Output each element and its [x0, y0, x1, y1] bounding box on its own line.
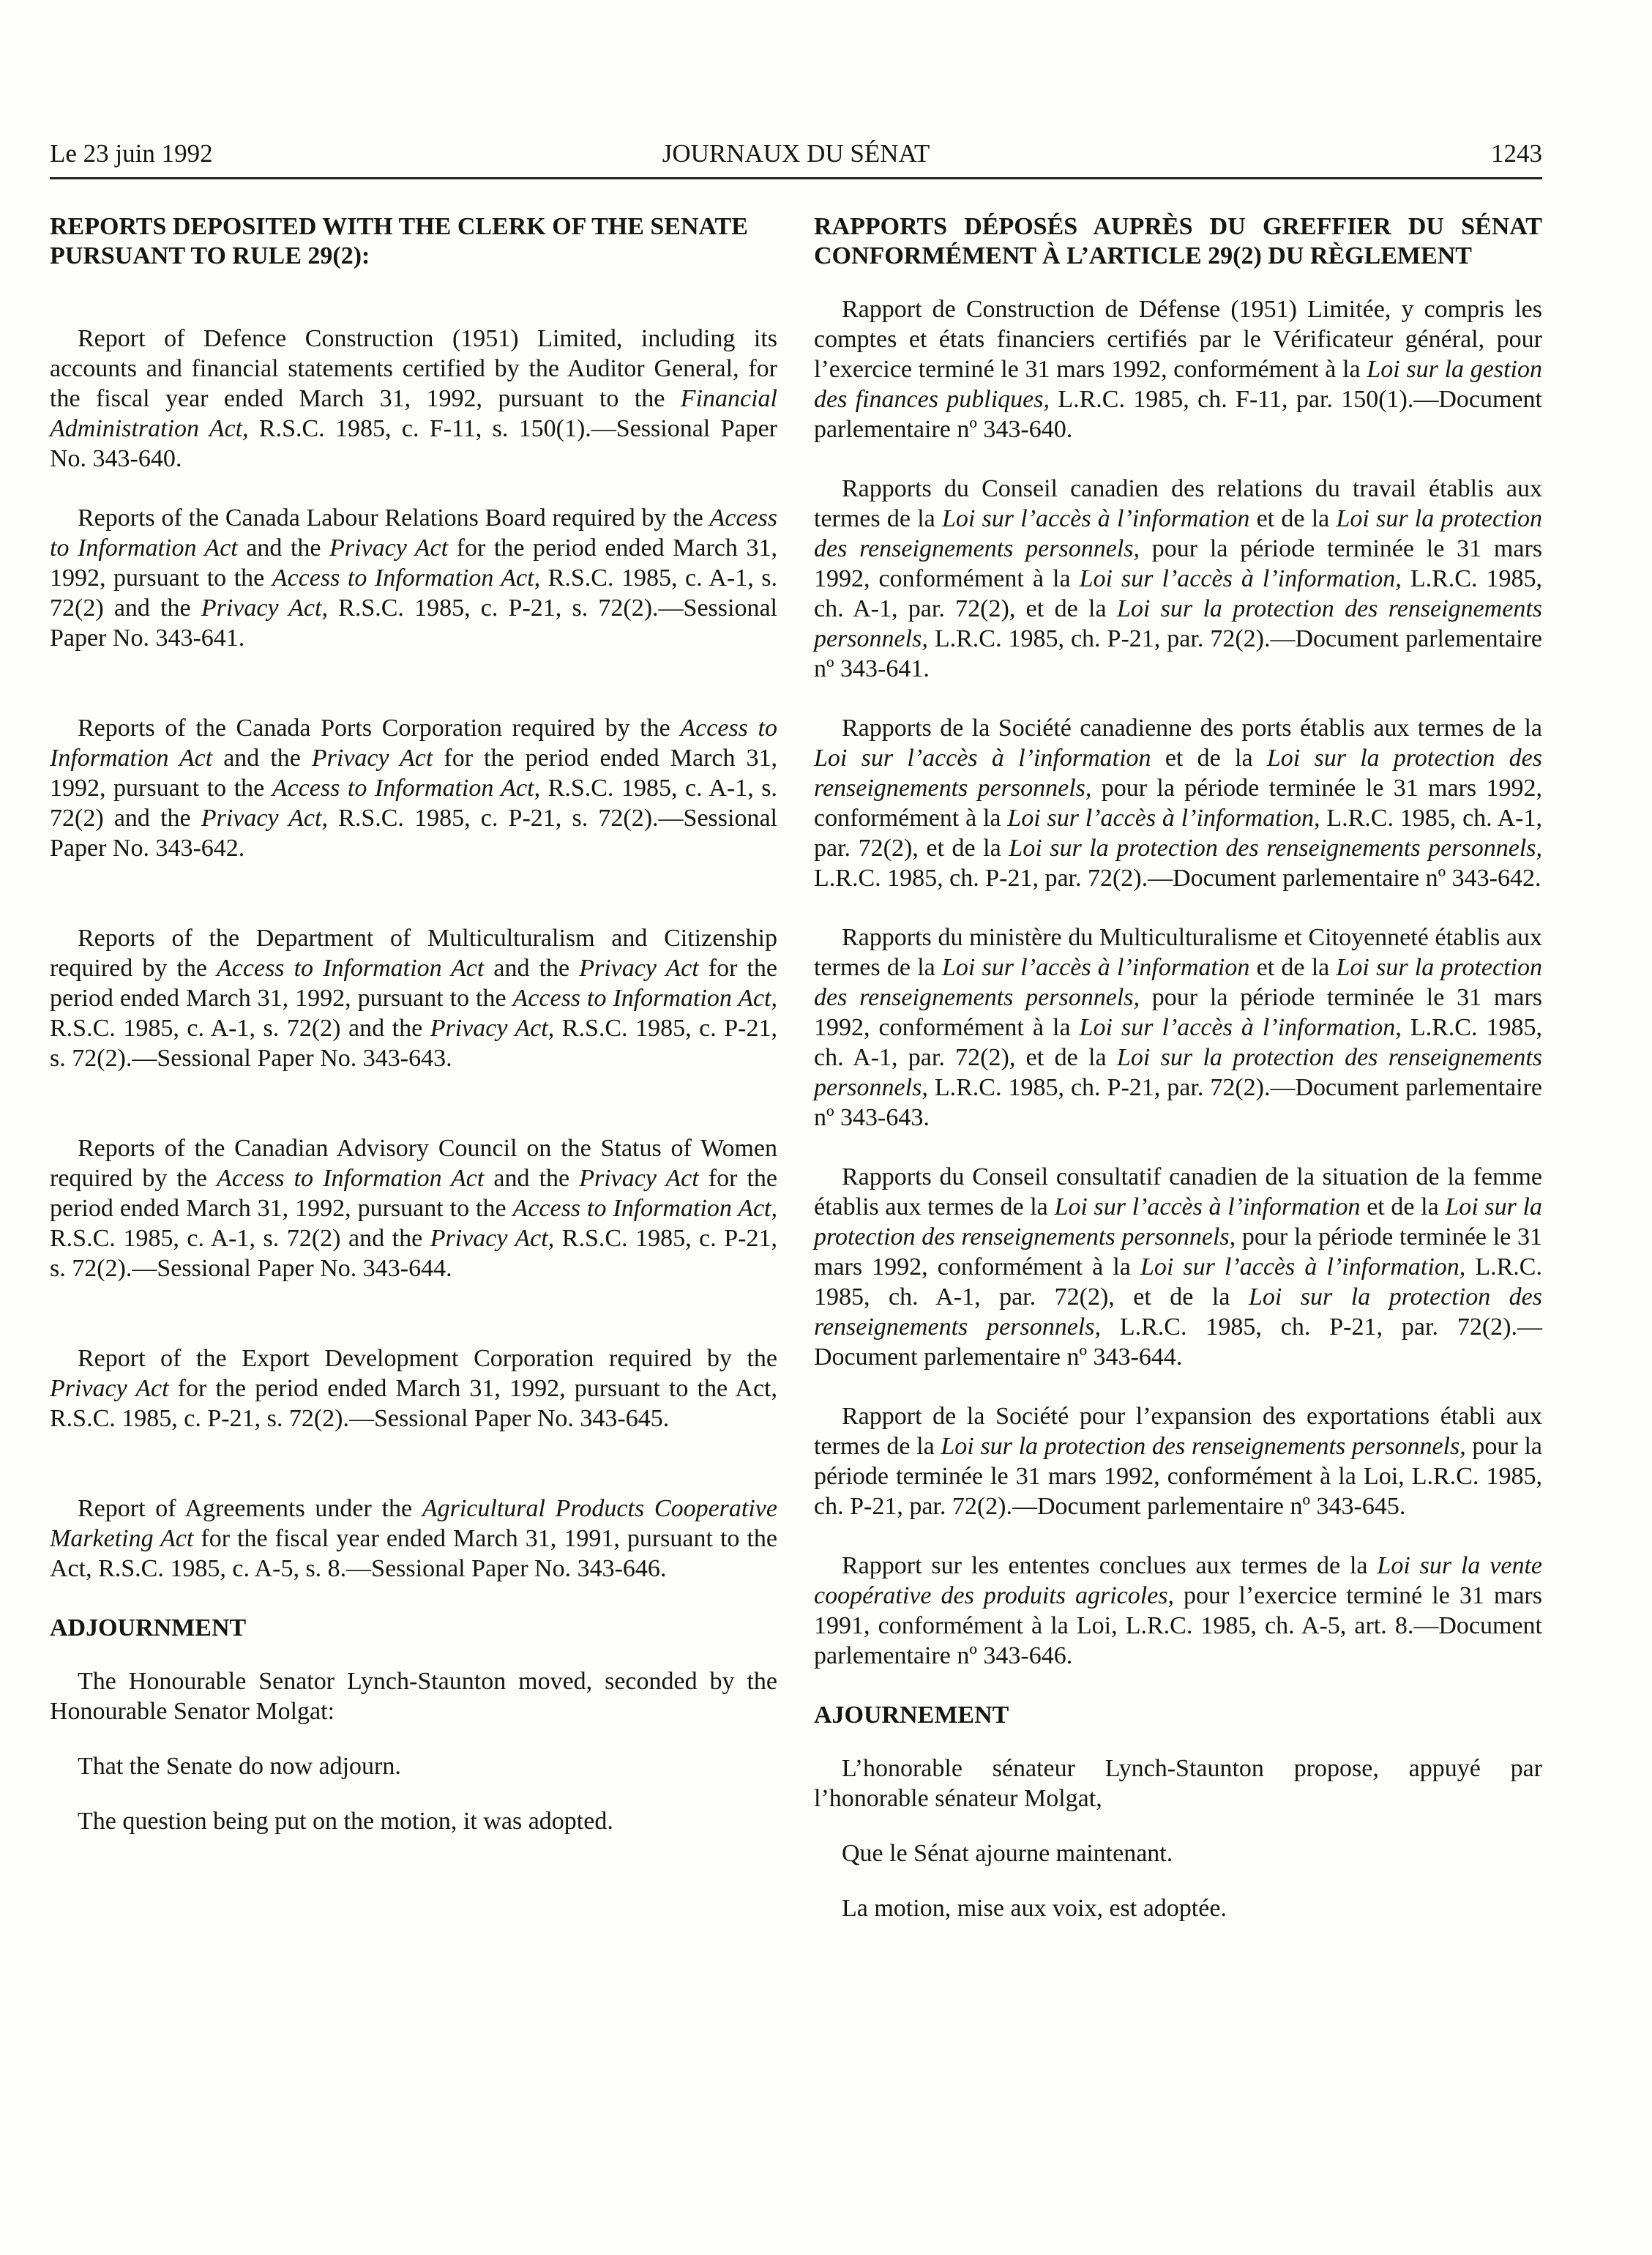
paragraph-text: Rapport de Construction de Défense (1951) Limitée, y compris les comptes et états financiers certifiés par le Vérificateur général, pour l’exercice terminé le 31 mars 1992, conformément à la — [814, 296, 1542, 383]
statute-title: Privacy Act, — [430, 1015, 555, 1042]
french-adjournment-heading: AJOURNEMENT — [814, 1702, 1009, 1729]
statute-title: Privacy Act, — [201, 594, 328, 622]
statute-title: Loi sur la protection des renseignements personnels, — [814, 595, 1543, 652]
statute-title: Loi sur la gestion des finances publiques, — [814, 356, 1542, 413]
statute-title: Privacy Act — [579, 955, 699, 982]
french-column — [814, 212, 1542, 1923]
header-journal-title: JOURNAUX DU SÉNAT — [662, 139, 930, 168]
french-paragraph — [814, 713, 1542, 893]
statute-title: Loi sur la protection des renseignements personnels, — [814, 1044, 1543, 1101]
paragraph-text: for the period ended March 31, 1992, pursuant to the Act, R.S.C. 1985, c. P-21, s. 72(2).—Sessional Paper No. 343-645. — [50, 1375, 777, 1432]
paragraph-text: for the period ended March 31, 1992, pursuant to the — [50, 534, 777, 592]
paragraph-text: L.R.C. 1985, ch. A-1, par. 72(2), et de la — [814, 1014, 1542, 1071]
french-adjournment-motion: L’honorable sénateur Lynch-Staunton propose, appuyé par l’honorable sénateur Molgat, — [814, 1755, 1542, 1812]
paragraph-text: R.S.C. 1985, c. A-1, s. 72(2) and the — [50, 775, 778, 832]
english-paragraph — [50, 1494, 777, 1584]
english-paragraph — [50, 324, 777, 474]
french-paragraph — [814, 922, 1542, 1133]
paragraph-text: Reports of the Department of Multiculturalism and Citizenship required by the — [50, 925, 777, 982]
statute-title: Access to Information Act, — [512, 985, 777, 1012]
paragraph-text: for the period ended March 31, 1992, pursuant to the — [50, 1165, 777, 1222]
statute-title: Loi sur la protection des renseignements personnels, — [814, 505, 1542, 562]
statute-title: Loi sur la protection des renseignements personnels, — [814, 1283, 1543, 1341]
paragraph-text: R.S.C. 1985, c. P-21, s. 72(2).—Sessional Paper No. 343-641. — [50, 594, 777, 652]
english-adjournment-heading: ADJOURNMENT — [50, 1614, 247, 1641]
paragraph-text: Report of Agreements under the — [78, 1495, 422, 1522]
paragraph-text: Rapports du ministère du Multiculturalisme et Citoyenneté établis aux termes de la — [814, 924, 1542, 981]
statute-title: Loi sur l’accès à l’information — [814, 745, 1151, 772]
english-section-title: REPORTS DEPOSITED WITH THE CLERK OF THE SENATE PURSUANT TO RULE 29(2): — [50, 213, 748, 269]
statute-title: Loi sur la vente coopérative des produits agricoles, — [814, 1552, 1543, 1609]
paragraph-text: Reports of the Canada Labour Relations Board required by the — [78, 504, 710, 532]
paragraph-text: Report of Defence Construction (1951) Limited, including its accounts and financial statements certified by the Auditor General, for the fiscal year ended March 31, 1992, pursuant to the — [50, 325, 777, 412]
paragraph-text: L.R.C. 1985, ch. P-21, par. 72(2).—Document parlementaire nº 343-644. — [814, 1313, 1542, 1371]
paragraph-text: L.R.C. 1985, ch. A-1, par. 72(2), et de la — [814, 565, 1542, 622]
statute-title: Privacy Act, — [430, 1225, 555, 1252]
paragraph-text: for the fiscal year ended March 31, 1991, pursuant to the Act, R.S.C. 1985, c. A-5, s. 8.—Sessional Paper No. 343-646. — [50, 1525, 777, 1582]
statute-title: Loi sur la protection des renseignements personnels, — [814, 745, 1543, 802]
paragraph-text: L.R.C. 1985, ch. P-21, par. 72(2).—Document parlementaire nº 343-641. — [814, 625, 1542, 682]
statute-title: Agricultural Products Cooperative Marketing Act — [50, 1495, 777, 1552]
paragraph-text: Report of the Export Development Corporation required by the — [78, 1345, 777, 1372]
paragraph-text: et de la — [1360, 1193, 1446, 1220]
paragraph-text: Reports of the Canadian Advisory Council on the Status of Women required by the — [50, 1135, 777, 1192]
french-section-title: RAPPORTS DÉPOSÉS AUPRÈS DU GREFFIER DU SÉNAT CONFORMÉMENT À L’ARTICLE 29(2) DU RÈGLEMENT — [814, 213, 1542, 269]
statute-title: Privacy Act — [579, 1165, 699, 1192]
statute-title: Loi sur la protection des renseignements personnels, — [814, 954, 1542, 1011]
paragraph-text: L.R.C. 1985, ch. P-21, par. 72(2).—Document parlementaire nº 343-643. — [814, 1074, 1542, 1131]
paragraph-text: R.S.C. 1985, c. F-11, s. 150(1).—Sessional Paper No. 343-640. — [50, 415, 778, 472]
paragraph-text: R.S.C. 1985, c. A-1, s. 72(2) and the — [50, 1015, 430, 1042]
statute-title: Access to Information Act — [217, 1165, 485, 1192]
paragraph-text: L.R.C. 1985, ch. A-1, par. 72(2), et de la — [814, 1253, 1542, 1311]
running-header — [50, 139, 1542, 177]
statute-title: Access to Information Act — [217, 955, 485, 982]
statute-title: Privacy Act — [311, 745, 433, 772]
statute-title: Privacy Act, — [201, 805, 328, 832]
english-adjournment-result: The question being put on the motion, it was adopted. — [78, 1808, 613, 1835]
statute-title: Access to Information Act, — [512, 1195, 777, 1222]
paragraph-text: and the — [212, 745, 312, 772]
french-adjournment-that: Que le Sénat ajourne maintenant. — [842, 1840, 1173, 1867]
header-date: Le 23 juin 1992 — [50, 139, 213, 168]
english-paragraph — [50, 503, 777, 653]
english-column — [50, 212, 777, 1836]
statute-title: Access to Information Act, — [272, 564, 541, 592]
paragraph-text: Rapports du Conseil consultatif canadien de la situation de la femme établis aux termes de la — [814, 1163, 1542, 1220]
paragraph-text: Reports of the Canada Ports Corporation required by the — [78, 715, 681, 742]
paragraph-text: Rapports de la Société canadienne des ports établis aux termes de la — [842, 715, 1542, 742]
paragraph-text: Rapport de la Société pour l’expansion des exportations établi aux termes de la — [814, 1403, 1542, 1460]
paragraph-text: pour la période terminée le 31 mars 1992, conformément à la — [814, 984, 1542, 1041]
paragraph-text: pour l’exercice terminé le 31 mars 1991, conformément à la Loi, L.R.C. 1985, ch. A-5, art. 8.—Document parlementaire nº 343-646. — [814, 1582, 1542, 1669]
paragraph-text: et de la — [1249, 505, 1337, 532]
paragraph-text: L.R.C. 1985, ch. P-21, par. 72(2).—Document parlementaire nº 343-642. — [814, 865, 1541, 892]
statute-title: Loi sur la protection des renseignements personnels, — [941, 1433, 1466, 1460]
english-paragraph — [50, 1343, 777, 1434]
french-adjournment-result: La motion, mise aux voix, est adoptée. — [842, 1895, 1227, 1922]
french-paragraph — [814, 294, 1542, 444]
statute-title: Privacy Act — [329, 534, 449, 562]
english-paragraph — [50, 1133, 777, 1283]
paragraph-text: R.S.C. 1985, c. P-21, s. 72(2).—Sessional Paper No. 343-643. — [50, 1015, 777, 1072]
statute-title: Loi sur l’accès à l’information — [941, 954, 1250, 981]
paragraph-text: R.S.C. 1985, c. A-1, s. 72(2) and the — [50, 564, 778, 622]
statute-title: Access to Information Act — [50, 715, 778, 772]
paragraph-text: pour la période terminée le 31 mars 1992, conformément à la Loi, L.R.C. 1985, ch. P-21, par. 72(2).—Document parlementaire nº 343-645. — [814, 1433, 1542, 1520]
statute-title: Loi sur l’accès à l’information — [941, 505, 1250, 532]
paragraph-text: for the period ended March 31, 1992, pursuant to the — [50, 955, 777, 1012]
paragraph-text: L.R.C. 1985, ch. A-1, par. 72(2), et de la — [814, 805, 1542, 862]
statute-title: Loi sur l’accès à l’information, — [1007, 805, 1320, 832]
paragraph-text: et de la — [1151, 745, 1267, 772]
statute-title: Loi sur l’accès à l’information — [1054, 1193, 1361, 1220]
statute-title: Loi sur la protection des renseignements personnels, — [1009, 835, 1542, 862]
statute-title: Loi sur l’accès à l’information, — [1079, 565, 1402, 592]
paragraph-text: Rapports du Conseil canadien des relations du travail établis aux termes de la — [814, 475, 1542, 532]
paragraph-text: and the — [484, 1165, 580, 1192]
french-paragraph — [814, 1162, 1542, 1372]
french-paragraph — [814, 1401, 1542, 1521]
english-paragraph — [50, 713, 777, 863]
header-rule — [50, 177, 1542, 179]
paragraph-text: R.S.C. 1985, c. P-21, s. 72(2).—Sessional Paper No. 343-644. — [50, 1225, 777, 1282]
english-adjournment-motion: The Honourable Senator Lynch-Staunton moved, seconded by the Honourable Senator Molgat: — [50, 1668, 777, 1725]
statute-title: Financial Administration Act, — [50, 385, 777, 442]
paragraph-text: pour la période terminée le 31 mars 1992, conformément à la — [814, 535, 1542, 592]
statute-title: Loi sur l’accès à l’information, — [1079, 1014, 1402, 1041]
french-paragraph — [814, 1551, 1542, 1671]
paragraph-text: R.S.C. 1985, c. A-1, s. 72(2) and the — [50, 1225, 430, 1252]
paragraph-text: pour la période terminée le 31 mars 1992, conformément à la — [814, 1223, 1542, 1281]
statute-title: Privacy Act — [50, 1375, 169, 1402]
paragraph-text: R.S.C. 1985, c. P-21, s. 72(2).—Sessional Paper No. 343-642. — [50, 805, 777, 862]
statute-title: Access to Information Act, — [272, 775, 541, 802]
paragraph-text: and the — [237, 534, 330, 562]
english-adjournment-that: That the Senate do now adjourn. — [78, 1753, 401, 1780]
paragraph-text: L.R.C. 1985, ch. F-11, par. 150(1).—Document parlementaire nº 343-640. — [814, 386, 1543, 443]
statute-title: Access to Information Act — [50, 504, 777, 562]
paragraph-text: and the — [484, 955, 580, 982]
french-paragraph — [814, 474, 1542, 684]
statute-title: Loi sur l’accès à l’information, — [1140, 1253, 1466, 1281]
paragraph-text: Rapport sur les ententes conclues aux termes de la — [842, 1552, 1378, 1579]
paragraph-text: pour la période terminée le 31 mars 1992, conformément à la — [814, 775, 1542, 832]
statute-title: Loi sur la protection des renseignements personnels, — [814, 1193, 1542, 1250]
paragraph-text: for the period ended March 31, 1992, pursuant to the — [50, 745, 777, 802]
header-page-number: 1243 — [1491, 139, 1542, 168]
paragraph-text: et de la — [1249, 954, 1337, 981]
english-paragraph — [50, 923, 777, 1073]
